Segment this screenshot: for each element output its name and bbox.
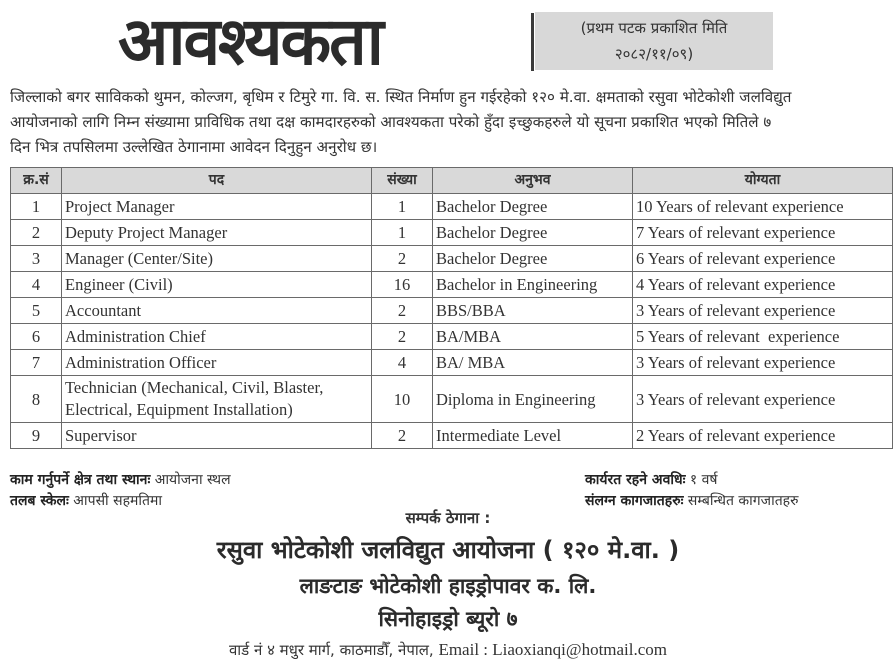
cell-count: 10: [372, 376, 433, 423]
table-row: [11, 350, 893, 376]
email-label: Email :: [438, 640, 493, 659]
salary-value: आपसी सहमतिमा: [68, 493, 162, 509]
cell-post: Administration Officer: [62, 350, 372, 376]
header-post: पद: [62, 168, 372, 194]
cell-post: [62, 376, 372, 423]
cell-sn: 7: [11, 350, 62, 376]
duration-info: [585, 470, 718, 490]
intro-paragraph: [10, 85, 890, 160]
header-count: संख्या: [372, 168, 433, 194]
cell-post: Project Manager: [62, 194, 372, 220]
work-area-value: आयोजना स्थल: [150, 472, 231, 488]
cell-qualification: BA/MBA: [433, 324, 633, 350]
cell-experience: 3 Years of relevant experience: [633, 350, 893, 376]
cell-post-line: Electrical, Equipment Installation): [65, 400, 293, 419]
org-name-line1: रसुवा भोटेकोशी जलविद्युत आयोजना ( १२० मे.वा. ): [216, 536, 680, 564]
table-row: [11, 324, 893, 350]
duration-label: कार्यरत रहने अवधिः: [585, 472, 686, 488]
contact-heading: सम्पर्क ठेगाना :: [405, 509, 491, 527]
cell-experience: 6 Years of relevant experience: [633, 246, 893, 272]
page-title: आवश्यकता: [118, 3, 382, 80]
cell-qualification: Bachelor Degree: [433, 220, 633, 246]
cell-count: 4: [372, 350, 433, 376]
table-row: [11, 220, 893, 246]
cell-count: 2: [372, 298, 433, 324]
cell-qualification: Diploma in Engineering: [433, 376, 633, 423]
cell-count: 2: [372, 246, 433, 272]
contact-address: [0, 640, 896, 660]
cell-experience: 3 Years of relevant experience: [633, 298, 893, 324]
cell-qualification: BA/ MBA: [433, 350, 633, 376]
cell-count: 2: [372, 423, 433, 449]
title-divider: [531, 13, 534, 71]
cell-post: Accountant: [62, 298, 372, 324]
cell-experience: 2 Years of relevant experience: [633, 423, 893, 449]
org-name-line2: लाङटाङ भोटेकोशी हाइड्रोपावर क. लि.: [299, 574, 597, 598]
cell-qualification: BBS/BBA: [433, 298, 633, 324]
work-area-label: काम गर्नुपर्ने क्षेत्र तथा स्थानः: [10, 472, 151, 488]
cell-qualification: Bachelor Degree: [433, 246, 633, 272]
intro-line: जिल्लाको बगर साविकको थुमन, कोल्जग, बृधिम र टिमुरे गा. वि. स. स्थित निर्माण हुन गईरहेको १२० मे.वा. क्षमताको रसुवा भोटेकोशी जलविद्युत: [10, 88, 792, 106]
cell-sn: 8: [11, 376, 62, 423]
cell-count: 2: [372, 324, 433, 350]
duration-value: १ वर्ष: [685, 472, 718, 488]
cell-post: Supervisor: [62, 423, 372, 449]
cell-sn: 3: [11, 246, 62, 272]
cell-qualification: Bachelor in Engineering: [433, 272, 633, 298]
cell-sn: 1: [11, 194, 62, 220]
table-row: [11, 194, 893, 220]
cell-sn: 2: [11, 220, 62, 246]
header-sn: क्र.सं: [11, 168, 62, 194]
documents-value: सम्बन्धित कागजातहरु: [683, 493, 799, 509]
cell-experience: 5 Years of relevant experience: [633, 324, 893, 350]
org-name-line3: सिनोहाइड्रो ब्यूरो ७: [378, 607, 518, 631]
cell-count: 1: [372, 220, 433, 246]
intro-line: दिन भित्र तपसिलमा उल्लेखित ठेगानामा आवेदन दिनुहुन अनुरोध छ।: [10, 138, 378, 156]
cell-qualification: Intermediate Level: [433, 423, 633, 449]
cell-post: Manager (Center/Site): [62, 246, 372, 272]
cell-post: Engineer (Civil): [62, 272, 372, 298]
table-row: [11, 298, 893, 324]
table-row: [11, 376, 893, 423]
table-row: [11, 272, 893, 298]
cell-experience: 3 Years of relevant experience: [633, 376, 893, 423]
cell-post: Deputy Project Manager: [62, 220, 372, 246]
cell-experience: 7 Years of relevant experience: [633, 220, 893, 246]
cell-sn: 6: [11, 324, 62, 350]
intro-line: आयोजनाको लागि निम्न संख्यामा प्राविधिक तथा दक्ष कामदारहरुको आवश्यकता परेको हुँदा इच्छुकहरुले यो सूचना प्रकाशित भएको मितिले ७: [10, 113, 772, 131]
header-qualification: अनुभव: [433, 168, 633, 194]
cell-qualification: Bachelor Degree: [433, 194, 633, 220]
documents-label: संलग्न कागजातहरुः: [585, 493, 684, 509]
publish-date-box: [535, 12, 773, 70]
cell-count: 16: [372, 272, 433, 298]
email-link[interactable]: Liaoxianqi@hotmail.com: [492, 640, 668, 659]
header-experience: योग्यता: [633, 168, 893, 194]
cell-sn: 4: [11, 272, 62, 298]
cell-experience: 4 Years of relevant experience: [633, 272, 893, 298]
salary-label: तलब स्केलः: [10, 493, 69, 509]
table-row: [11, 423, 893, 449]
table-row: [11, 246, 893, 272]
cell-post: Administration Chief: [62, 324, 372, 350]
publish-note-line2: २०८२/११/०९): [614, 45, 694, 63]
address-text: वार्ड नं ४ मधुर मार्ग, काठमाडौँ, नेपाल,: [228, 641, 439, 659]
vacancy-table: [10, 167, 893, 449]
cell-post-line: Technician (Mechanical, Civil, Blaster,: [65, 378, 324, 397]
cell-count: 1: [372, 194, 433, 220]
work-area-info: [10, 470, 231, 490]
cell-sn: 5: [11, 298, 62, 324]
publish-note-line1: (प्रथम पटक प्रकाशित मिति: [580, 19, 728, 37]
cell-experience: 10 Years of relevant experience: [633, 194, 893, 220]
table-header-row: [11, 168, 893, 194]
cell-sn: 9: [11, 423, 62, 449]
